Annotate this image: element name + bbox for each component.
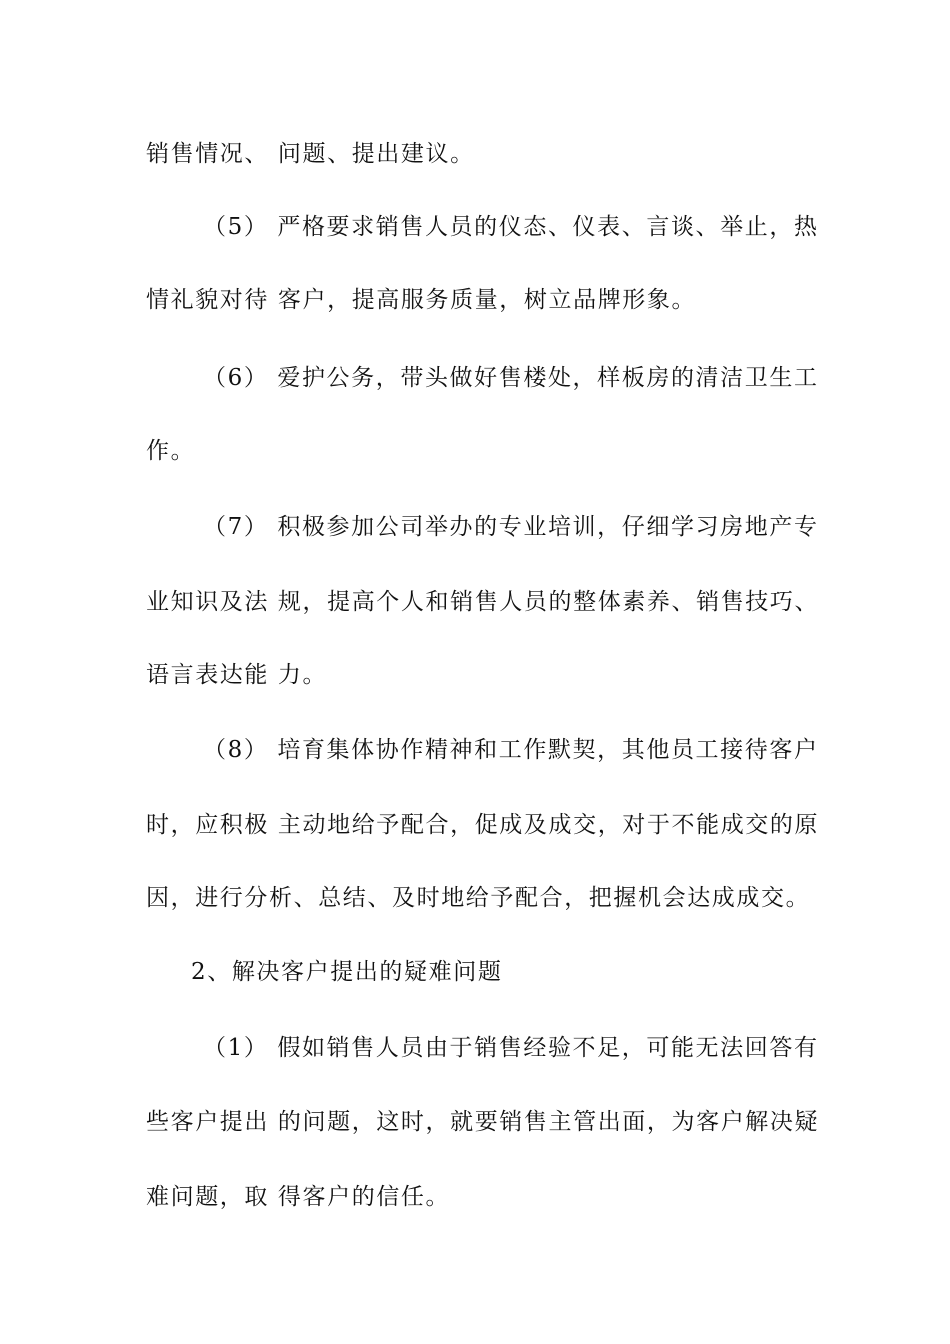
text-line: 销售情况、 问题、提出建议。 — [146, 141, 475, 167]
paragraph-1-line-3: 难问题，取 得客户的信任。 — [146, 1184, 451, 1210]
paragraph-5-line-2: 情礼貌对待 客户，提高服务质量，树立品牌形象。 — [146, 287, 697, 313]
paragraph-8-line-3: 因，进行分析、总结、及时地给予配合，把握机会达成成交。 — [146, 885, 811, 911]
section-heading: 2、解决客户提出的疑难问题 — [191, 959, 503, 985]
paragraph-6-line-2: 作。 — [146, 438, 196, 464]
paragraph-7-line-1: （7） 积极参加公司举办的专业培训，仔细学习房地产专 — [203, 514, 819, 540]
paragraph-5-line-1: （5） 严格要求销售人员的仪态、仪表、言谈、举止，热 — [203, 214, 819, 240]
paragraph-7-line-3: 语言表达能 力。 — [146, 662, 328, 688]
paragraph-6-line-1: （6） 爱护公务，带头做好售楼处，样板房的清洁卫生工 — [203, 365, 819, 391]
paragraph-7-line-2: 业知识及法 规，提高个人和销售人员的整体素养、销售技巧、 — [146, 589, 820, 615]
paragraph-8-line-1: （8） 培育集体协作精神和工作默契，其他员工接待客户 — [203, 737, 819, 763]
paragraph-8-line-2: 时，应积极 主动地给予配合，促成及成交，对于不能成交的原 — [146, 812, 820, 838]
paragraph-1-line-1: （1） 假如销售人员由于销售经验不足，可能无法回答有 — [203, 1035, 819, 1061]
paragraph-1-line-2: 些客户提出 的问题，这时，就要销售主管出面，为客户解决疑 — [146, 1109, 820, 1135]
